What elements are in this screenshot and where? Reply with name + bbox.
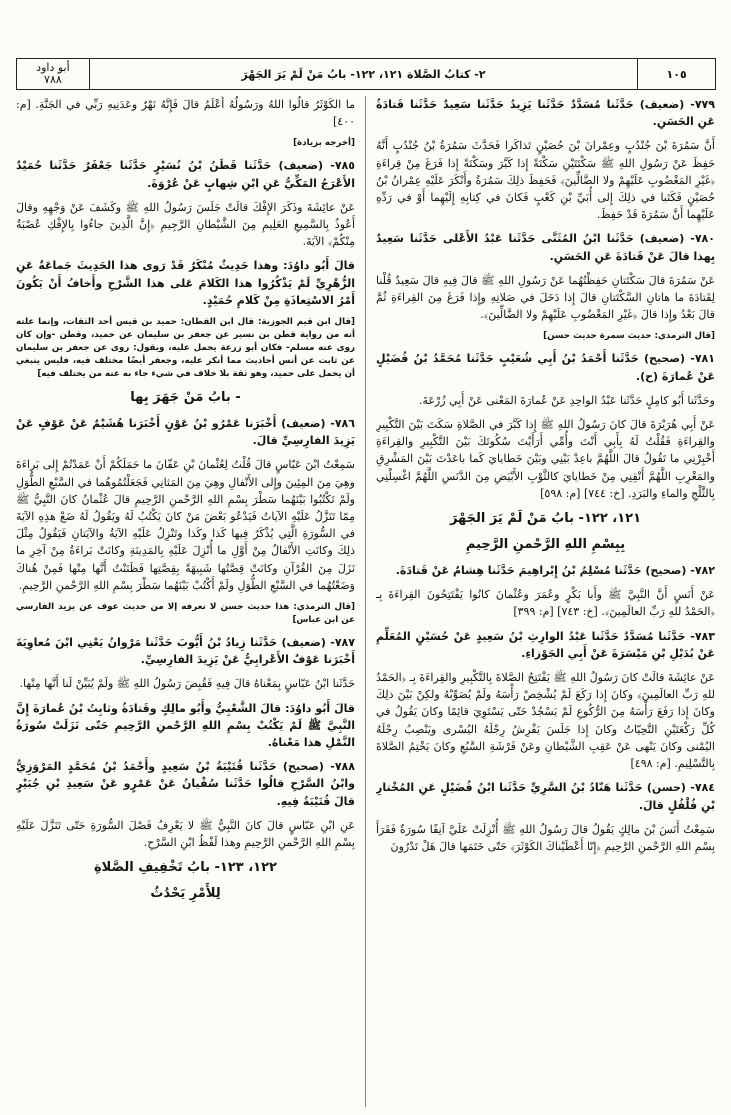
- book-reference: [17, 59, 89, 89]
- column-divider: [365, 96, 366, 1107]
- section-heading: بِبِسْمِ اللهِ الرَّحْمنِ الرَّحِيمِ: [465, 537, 626, 553]
- hadith-chain: ٧٨٣- حَدَّثَنا مُسَدَّدٌ حَدَّثَنا عَبْدُ الوارِثِ بْنُ سَعِيدٍ عَنْ حُسَيْنٍ المُعَلِّمِ عَنْ بُدَيْلِ بْنِ مَيْسَرَةَ عَنْ أَبِي الجَوْزاءِ.: [376, 629, 715, 660]
- footnote: [قال الترمذي: هذا حديث حسن لا نعرفه إلا من حديث عوف عن يزيد الفارسي عن ابن عباس]: [16, 602, 355, 626]
- hadith-chain: ٧٨٧- (ضعيف) حَدَّثَنا زِيادُ بْنُ أَيُّوبَ حَدَّثَنا مَرْوانُ يَعْنِي ابْنَ مُعاوِيَةَ أَخْبَرَنا عَوْفٌ الأَعْرابِيُّ عَنْ يَزِيدَ الفارِسِيِّ.: [16, 636, 355, 667]
- hadith-chain: ٧٨٥- (ضعيف) حَدَّثَنا قَطَنُ بْنُ نُسَيْرٍ حَدَّثَنا جَعْفَرٌ حَدَّثَنا حُمَيْدٌ الأَعْرَجُ المَكِّيُّ عَنِ ابْنِ شِهابٍ عَنْ عُرْوَةَ.: [16, 159, 355, 190]
- footnote: [قال الترمذي: حديث سمرة حديث حسن]: [543, 331, 715, 342]
- page-header: [16, 58, 716, 90]
- hadith-text: عَنِ ابْنِ عَبّاسٍ قالَ كانَ النَّبِيُّ ﷺ لا يَعْرِفُ فَصْلَ السُّورَةِ حَتّى تَنَزَّلَ عَلَيْهِ بِسْمِ اللهِ الرَّحْمنِ الرَّحِيمِ وهذا لَفْظُ ابْنِ السَّرْحِ.: [16, 818, 355, 850]
- hadith-chain: ٧٨٠- (ضعيف) حَدَّثَنا ابْنُ المُثَنَّى حَدَّثَنا عَبْدُ الأَعْلى حَدَّثَنا سَعِيدٌ بِهذا قالَ عَنْ قَتادَةَ عَنِ الحَسَنِ.: [376, 232, 715, 263]
- page-number: ١٠٥: [637, 59, 715, 89]
- hadith-text: عَنْ أَنَسٍ أَنَّ النَّبِيَّ ﷺ وأَبا بَكْرٍ وعُمَرَ وعُثْمانَ كانُوا يَفْتَتِحُونَ القِراءَةَ بِـ ﴿الحَمْدُ للهِ رَبِّ العالَمِينَ﴾. [خ: ٧٤٣] [م: ٣٩٩]: [376, 588, 715, 619]
- hadith-text: عَنْ سَمُرَةَ قالَ سَكْتَتانِ حَفِظْتُهُما عَنْ رَسُولِ اللهِ ﷺ قالَ فِيهِ قالَ سَعِيدٌ قُلْنا لِقَتادَةَ ما هاتانِ السَّكْتَتانِ قالَ إِذا دَخَلَ في صَلاتِهِ وإِذا فَرَغَ مِنَ القِراءَةِ ثُمَّ قالَ بَعْدُ وإِذا قالَ ﴿غَيْرِ المَغْضُوبِ عَلَيْهِمْ ولا الضَّالِّينَ﴾.: [376, 273, 715, 322]
- footnote: [أخرجه بزيادة]: [293, 138, 355, 149]
- section-heading: ١٢١، ١٢٢- بابُ مَنْ لَمْ يَرَ الجَهْرَ: [449, 511, 642, 527]
- hadith-text: سَمِعْتُ ابْنَ عَبّاسٍ قالَ قُلْتُ لِعُثْمانَ بْنِ عَفّانَ ما حَمَلَكُمْ أَنْ عَمَدْتُمْ إِلى بَراءَةَ وهِيَ مِنَ المِئِينَ وإِلى الأَنْفالِ وهِيَ مِنَ المَثانِي فَجَعَلْتُمُوهُما في السَّبْعِ الطُّوَلِ ولَمْ تَكْتُبُوا بَيْنَهُما سَطْرَ بِسْمِ اللهِ الرَّحْمنِ الرَّحِيمِ قالَ عُثْمانُ كانَ النَّبِيُّ ﷺ مِمّا تَنَزَّلُ عَلَيْهِ الآياتُ فَيَدْعُو بَعْضَ مَنْ كانَ يَكْتُبُ لَهُ ويَقُولُ لَهُ ضَعْ هذِهِ الآيَةَ في السُّورَةِ الَّتِي يُذْكَرُ فِيها كَذا وكَذا وتَنْزِلُ عَلَيْهِ الآيَةُ والآيَتانِ فَيَقُولُ مِثْلَ ذلِكَ وكانَتِ الأَنْفالُ مِنْ أَوَّلِ ما أُنْزِلَ عَلَيْهِ بِالمَدِينَةِ وكانَتْ بَراءَةُ مِنْ آخِرِ ما نَزَلَ مِنَ القُرْآنِ وكانَتْ قِصَّتُها شَبِيهَةً بِقِصَّتِها فَظَنَنْتُ أَنَّها مِنْها فَمِنْ هُناكَ وَضَعْتُهُما في السَّبْعِ الطُّوَلِ ولَمْ أَكْتُبْ بَيْنَهُما سَطْرَ بِسْمِ اللهِ الرَّحْمنِ الرَّحِيمِ.: [16, 458, 355, 592]
- hadith-text: عَنْ عائِشَةَ قالَتْ كانَ رَسُولُ اللهِ ﷺ يَفْتَتِحُ الصَّلاةَ بِالتَّكْبِيرِ والقِراءَةَ بِـ ﴿الحَمْدُ للهِ رَبِّ العالَمِينَ﴾ وكانَ إِذا رَكَعَ لَمْ يُشْخِصْ رَأْسَهُ ولَمْ يُصَوِّبْهُ ولكِنْ بَيْنَ ذلِكَ وكانَ إِذا رَفَعَ رَأْسَهُ مِنَ الرُّكُوعِ لَمْ يَسْجُدْ حَتّى يَسْتَوِيَ قائِمًا وكانَ يَقُولُ في كُلِّ رَكْعَتَيْنِ التَّحِيّاتُ وكانَ إِذا جَلَسَ يَفْرِشُ رِجْلَهُ اليُسْرى ويَنْصِبُ رِجْلَهُ اليُمْنى وكانَ يَنْهى عَنْ عَقِبِ الشَّيْطانِ وعَنْ فَرْشَةِ السَّبُعِ وكانَ يَخْتِمُ الصَّلاةَ بِالتَّسْلِيمِ. [م: ٤٩٨]: [376, 671, 715, 771]
- right-column: [376, 96, 715, 1109]
- hadith-text: عَنْ أَبِي هُرَيْرَةَ قالَ كانَ رَسُولُ اللهِ ﷺ إِذا كَبَّرَ في الصَّلاةِ سَكَتَ بَيْنَ التَّكْبِيرِ والقِراءَةِ فَقُلْتُ لَهُ بِأَبِي أَنْتَ وأُمِّي أَرَأَيْتَ سُكُوتَكَ بَيْنَ التَّكْبِيرِ والقِراءَةِ أَخْبِرْنِي ما تَقُولُ قالَ اللَّهُمَّ باعِدْ بَيْنِي وبَيْنَ خَطايايَ كَما باعَدْتَ بَيْنَ المَشْرِقِ والمَغْرِبِ اللَّهُمَّ أَنْقِنِي مِنْ خَطايايَ كالثَّوْبِ الأَبْيَضِ مِنَ الدَّنَسِ اللَّهُمَّ اغْسِلْنِي بِالثَّلْجِ والماءِ والبَرَدِ. [خ: ٧٤٤] [م: ٥٩٨]: [376, 418, 715, 500]
- footnote: [قال ابن قيم الجوزية: قال ابن القطان: حميد بن قيس أحد الثقات، وإنما علته أنه من رواية قطن بن نسير عن جعفر بن سليمان عن حميد، وقطن -وإن كان روى عنه مسلم- فكان أبو زرعة يحمل عليه، ويقول: روى عن جعفر بن سليمان عن ثابت عن أنس أحاديث مما أنكر عليه، وجعفر أيضًا مختلف فيه، فليس ينبغي أن يحمل على حميد، وهو ثقة بلا خلاف في شيء جاء به عنه من يختلف فيه]: [16, 317, 355, 380]
- left-column: [16, 96, 355, 1109]
- section-heading: لِلأَمْرِ يَحْدُثُ: [150, 886, 221, 902]
- section-heading: ١٢٢، ١٢٣- بابُ تَخْفِيفِ الصَّلاةِ: [94, 860, 277, 876]
- hadith-chain: ٧٨٨- (صحيح) حَدَّثَنا قُتَيْبَةُ بْنُ سَعِيدٍ وأَحْمَدُ بْنُ مُحَمَّدٍ المَرْوَزِيُّ وابْنُ السَّرْحِ قالُوا حَدَّثَنا سُفْيانُ عَنْ عَمْرٍو عَنْ سَعِيدِ بْنِ جُبَيْرٍ قالَ قُتَيْبَةُ فِيهِ.: [16, 760, 355, 808]
- section-heading: - بابُ مَنْ جَهَرَ بِها: [130, 390, 241, 406]
- hadith-text: حَدَّثَنا ابْنُ عَبّاسٍ بِمَعْناهُ قالَ فِيهِ فَقُبِضَ رَسُولُ اللهِ ﷺ ولَمْ يُبَيِّنْ لَنا أَنَّها مِنْها.: [19, 677, 355, 691]
- hadith-chain: قالَ أَبُو داوُدَ: وهذا حَدِيثٌ مُنْكَرٌ قَدْ رَوى هذا الحَدِيثَ جَماعَةٌ عَنِ الزُّهْرِيِّ لَمْ يَذْكُرُوا هذا الكَلامَ عَلى هذا الشَّرْحِ وأَخافُ أَنْ يَكُونَ أَمْرُ الاسْتِعاذَةِ مِنْ كَلامِ حُمَيْدٍ.: [16, 259, 355, 307]
- hadith-text: وحَدَّثَنا أَبُو كامِلٍ حَدَّثَنا عَبْدُ الواحِدِ عَنْ عُمارَةَ المَعْنى عَنْ أَبِي زُرْعَةَ.: [418, 393, 715, 407]
- hadith-text: سَمِعْتُ أَنَسَ بْنَ مالِكٍ يَقُولُ قالَ رَسُولُ اللهِ ﷺ أُنْزِلَتْ عَلَيَّ آنِفًا سُورَةٌ فَقَرَأَ بِسْمِ اللهِ الرَّحْمنِ الرَّحِيمِ ﴿إِنّا أَعْطَيْناكَ الكَوْثَرَ﴾ حَتّى خَتَمَها قالَ هَلْ تَدْرُونَ: [376, 822, 715, 853]
- hadith-chain: ٧٧٩- (ضعيف) حَدَّثَنا مُسَدَّدٌ حَدَّثَنا يَزِيدُ حَدَّثَنا سَعِيدٌ حَدَّثَنا قَتادَةُ عَنِ الحَسَنِ.: [376, 98, 715, 129]
- book-name: أبو داود: [36, 61, 70, 74]
- hadith-chain: قالَ أَبُو داوُدَ: قالَ الشَّعْبِيُّ وأَبُو مالِكٍ وقَتادَةُ وثابِتُ بْنُ عُمارَةَ إِنَّ النَّبِيَّ ﷺ لَمْ يَكْتُبْ بِسْمِ اللهِ الرَّحْمنِ الرَّحِيمِ حَتّى نَزَلَتْ سُورَةُ النَّمْلِ هذا مَعْناهُ.: [16, 701, 355, 750]
- hadith-chain: ٧٨٦- (ضعيف) أَخْبَرَنا عَمْرُو بْنُ عَوْنٍ أَخْبَرَنا هُشَيْمٌ عَنْ عَوْفٍ عَنْ يَزِيدَ الفارِسِيِّ قالَ.: [16, 417, 355, 448]
- hadith-chain: ٧٨٤- (حسن) حَدَّثَنا هَنّادُ بْنُ السَّرِيِّ حَدَّثَنا ابْنُ فُضَيْلٍ عَنِ المُخْتارِ بْنِ فُلْفُلٍ قالَ.: [376, 781, 715, 812]
- hadith-text: ما الكَوْثَرُ قالُوا اللهُ ورَسُولُهُ أَعْلَمُ قالَ فَإِنَّهُ نَهْرٌ وعَدَنِيهِ رَبِّي في الجَنَّةِ. [م: ٤٠٠]: [16, 98, 355, 129]
- hadith-text: عَنْ عائِشَةَ وذَكَرَ الإِفْكَ قالَتْ جَلَسَ رَسُولُ اللهِ ﷺ وكَشَفَ عَنْ وَجْهِهِ وقالَ أَعُوذُ بِالسَّمِيعِ العَلِيمِ مِنَ الشَّيْطانِ الرَّجِيمِ ﴿إِنَّ الَّذِينَ جاءُوا بِالإِفْكِ عُصْبَةٌ مِنْكُمْ﴾ الآيَةَ.: [16, 200, 355, 249]
- hadith-chain: ٧٨٢- (صحيح) حَدَّثَنا مُسْلِمُ بْنُ إِبْراهِيمَ حَدَّثَنا هِشامٌ عَنْ قَتادَةَ.: [395, 564, 715, 578]
- hadith-chain: ٧٨١- (صحيح) حَدَّثَنا أَحْمَدُ بْنُ أَبِي شُعَيْبٍ حَدَّثَنا مُحَمَّدُ بْنُ فُضَيْلٍ عَنْ عُمارَةَ (ح).: [376, 352, 715, 383]
- running-title: ٢- كتابُ الصَّلاة ١٢١، ١٢٢- بابُ مَنْ لَمْ يَرَ الجَهْرَ: [89, 59, 637, 89]
- hadith-range: ٧٨٨: [44, 73, 62, 86]
- hadith-text: أَنَّ سَمُرَةَ بْنَ جُنْدُبٍ وعِمْرانَ بْنَ حُصَيْنٍ تَذاكَرا فَحَدَّثَ سَمُرَةُ بْنُ جُنْدُبٍ أَنَّهُ حَفِظَ عَنْ رَسُولِ اللهِ ﷺ سَكْتَتَيْنِ سَكْتَةً إِذا كَبَّرَ وسَكْتَةً إِذا فَرَغَ مِنْ قِراءَةِ ﴿غَيْرِ المَغْضُوبِ عَلَيْهِمْ ولا الضَّالِّينَ﴾ فَحَفِظَ ذلِكَ سَمُرَةُ وأَنْكَرَ عَلَيْهِ عِمْرانُ بْنُ حُصَيْنٍ فَكَتَبا في ذلِكَ إِلى أُبَيِّ بْنِ كَعْبٍ فَكانَ في كِتابِهِ إِلَيْهِما أَوْ في رَدِّهِ عَلَيْهِما أَنَّ سَمُرَةَ قَدْ حَفِظَ.: [376, 139, 715, 222]
